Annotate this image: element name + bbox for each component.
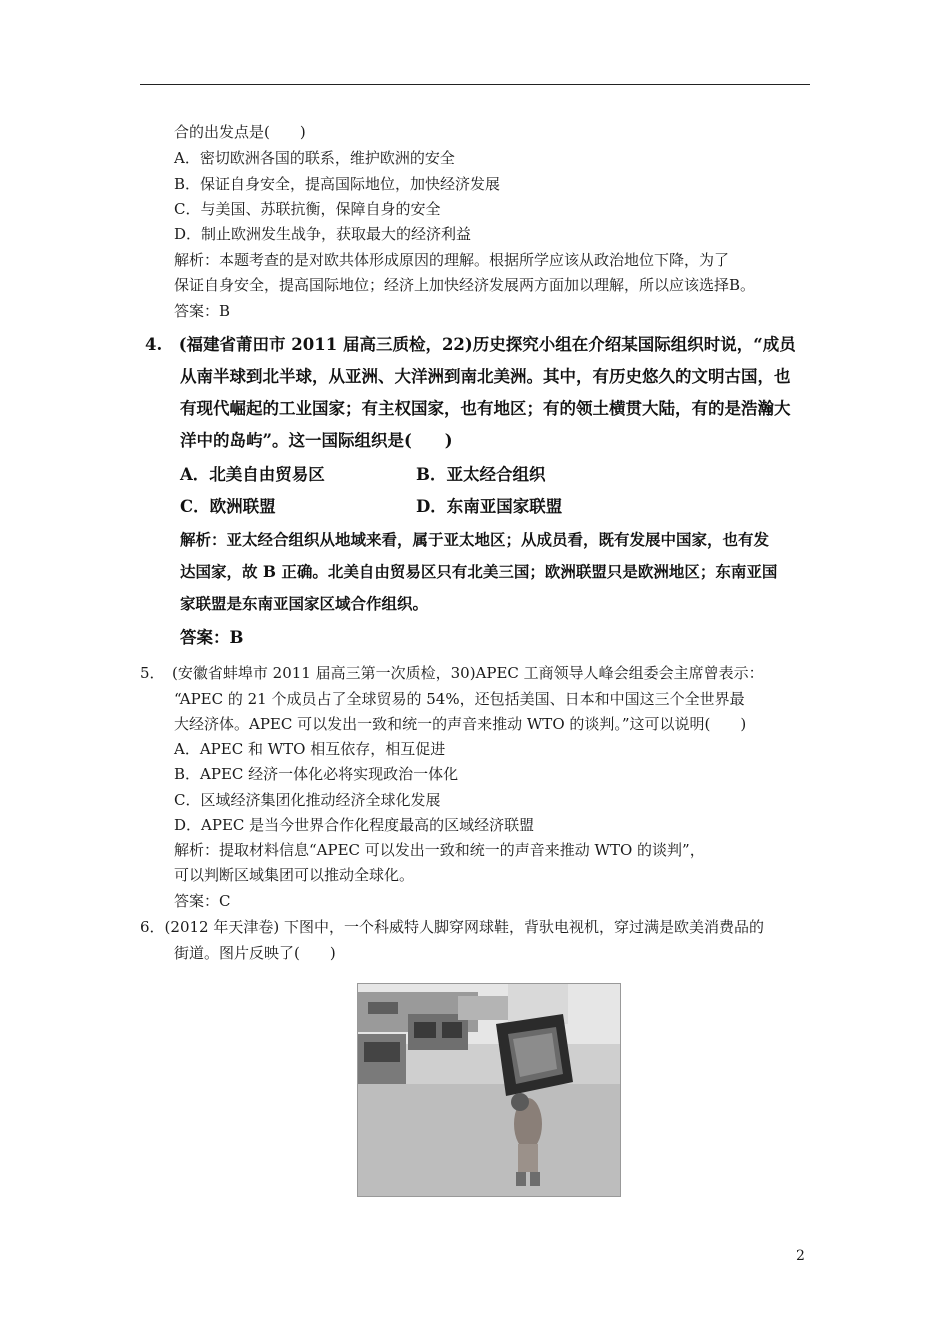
page-number: 2 bbox=[796, 1248, 805, 1264]
q3-option-c: C．与美国、苏联抗衡，保障自身的安全 bbox=[174, 200, 441, 218]
q4-option-b: B．亚太经合组织 bbox=[416, 465, 546, 484]
q3-answer: 答案：B bbox=[174, 302, 231, 320]
q5-stem-line: 大经济体。APEC 可以发出一致和统一的声音来推动 WTO 的谈判。”这可以说明( ) bbox=[174, 715, 747, 733]
q4-answer: 答案：B bbox=[180, 628, 244, 647]
q3-option-b: B．保证自身安全，提高国际地位，加快经济发展 bbox=[174, 175, 501, 193]
q6-stem-line: 6．(2012 年天津卷) 下图中，一个科威特人脚穿网球鞋，背驮电视机，穿过满是欧美消费品的 bbox=[140, 918, 764, 936]
q4-option-d: D．东南亚国家联盟 bbox=[416, 497, 563, 516]
q5-option-a: A．APEC 和 WTO 相互依存，相互促进 bbox=[174, 740, 446, 758]
q3-option-a: A．密切欧洲各国的联系，维护欧洲的安全 bbox=[174, 149, 455, 167]
q5-stem-line: “APEC 的 21 个成员占了全球贸易的 54%，还包括美国、日本和中国这三个全世界最 bbox=[174, 690, 745, 708]
q3-analysis-line: 解析：本题考查的是对欧共体形成原因的理解。根据所学应该从政治地位下降，为了 bbox=[174, 251, 730, 269]
q5-analysis-line: 解析：提取材料信息“APEC 可以发出一致和统一的声音来推动 WTO 的谈判”， bbox=[174, 841, 705, 859]
q3-stem-tail: 合的出发点是( ) bbox=[174, 123, 306, 141]
q4-analysis-line: 达国家，故 B 正确。北美自由贸易区只有北美三国；欧洲联盟只是欧洲地区；东南亚国 bbox=[180, 562, 778, 581]
q5-option-c: C．区域经济集团化推动经济全球化发展 bbox=[174, 791, 441, 809]
q5-stem-line: 5． (安徽省蚌埠市 2011 届高三第一次质检，30)APEC 工商领导人峰会组委会主席曾表示： bbox=[140, 664, 764, 682]
q4-analysis-line: 家联盟是东南亚国家区域合作组织。 bbox=[180, 594, 429, 613]
q4-analysis-line: 解析：亚太经合组织从地域来看，属于亚太地区；从成员看，既有发展中国家，也有发 bbox=[180, 530, 770, 549]
q4-option-a: A．北美自由贸易区 bbox=[180, 465, 325, 484]
q4-stem-line: 4. (福建省莆田市 2011 届高三质检，22)历史探究小组在介绍某国际组织时说，“成员 bbox=[145, 335, 796, 354]
photo-man-carrying-tv bbox=[357, 983, 621, 1197]
q5-option-d: D．APEC 是当今世界合作化程度最高的区域经济联盟 bbox=[174, 816, 535, 834]
photo-illustration bbox=[358, 984, 620, 1196]
q4-stem-line: 从南半球到北半球，从亚洲、大洋洲到南北美洲。其中，有历史悠久的文明古国，也 bbox=[180, 367, 791, 386]
q4-stem-line: 洋中的岛屿”。这一国际组织是( ) bbox=[180, 431, 453, 450]
q6-stem-line: 街道。图片反映了( ) bbox=[174, 944, 336, 962]
q4-option-c: C．欧洲联盟 bbox=[180, 497, 276, 516]
q5-answer: 答案：C bbox=[174, 892, 231, 910]
header-rule bbox=[140, 84, 810, 85]
q3-option-d: D．制止欧洲发生战争，获取最大的经济利益 bbox=[174, 225, 472, 243]
q5-analysis-line: 可以判断区域集团可以推动全球化。 bbox=[174, 866, 415, 884]
q5-option-b: B．APEC 经济一体化必将实现政治一体化 bbox=[174, 765, 459, 783]
q3-analysis-line: 保证自身安全，提高国际地位；经济上加快经济发展两方面加以理解，所以应该选择B。 bbox=[174, 276, 756, 294]
q4-stem-line: 有现代崛起的工业国家；有主权国家，也有地区；有的领土横贯大陆，有的是浩瀚大 bbox=[180, 399, 791, 418]
